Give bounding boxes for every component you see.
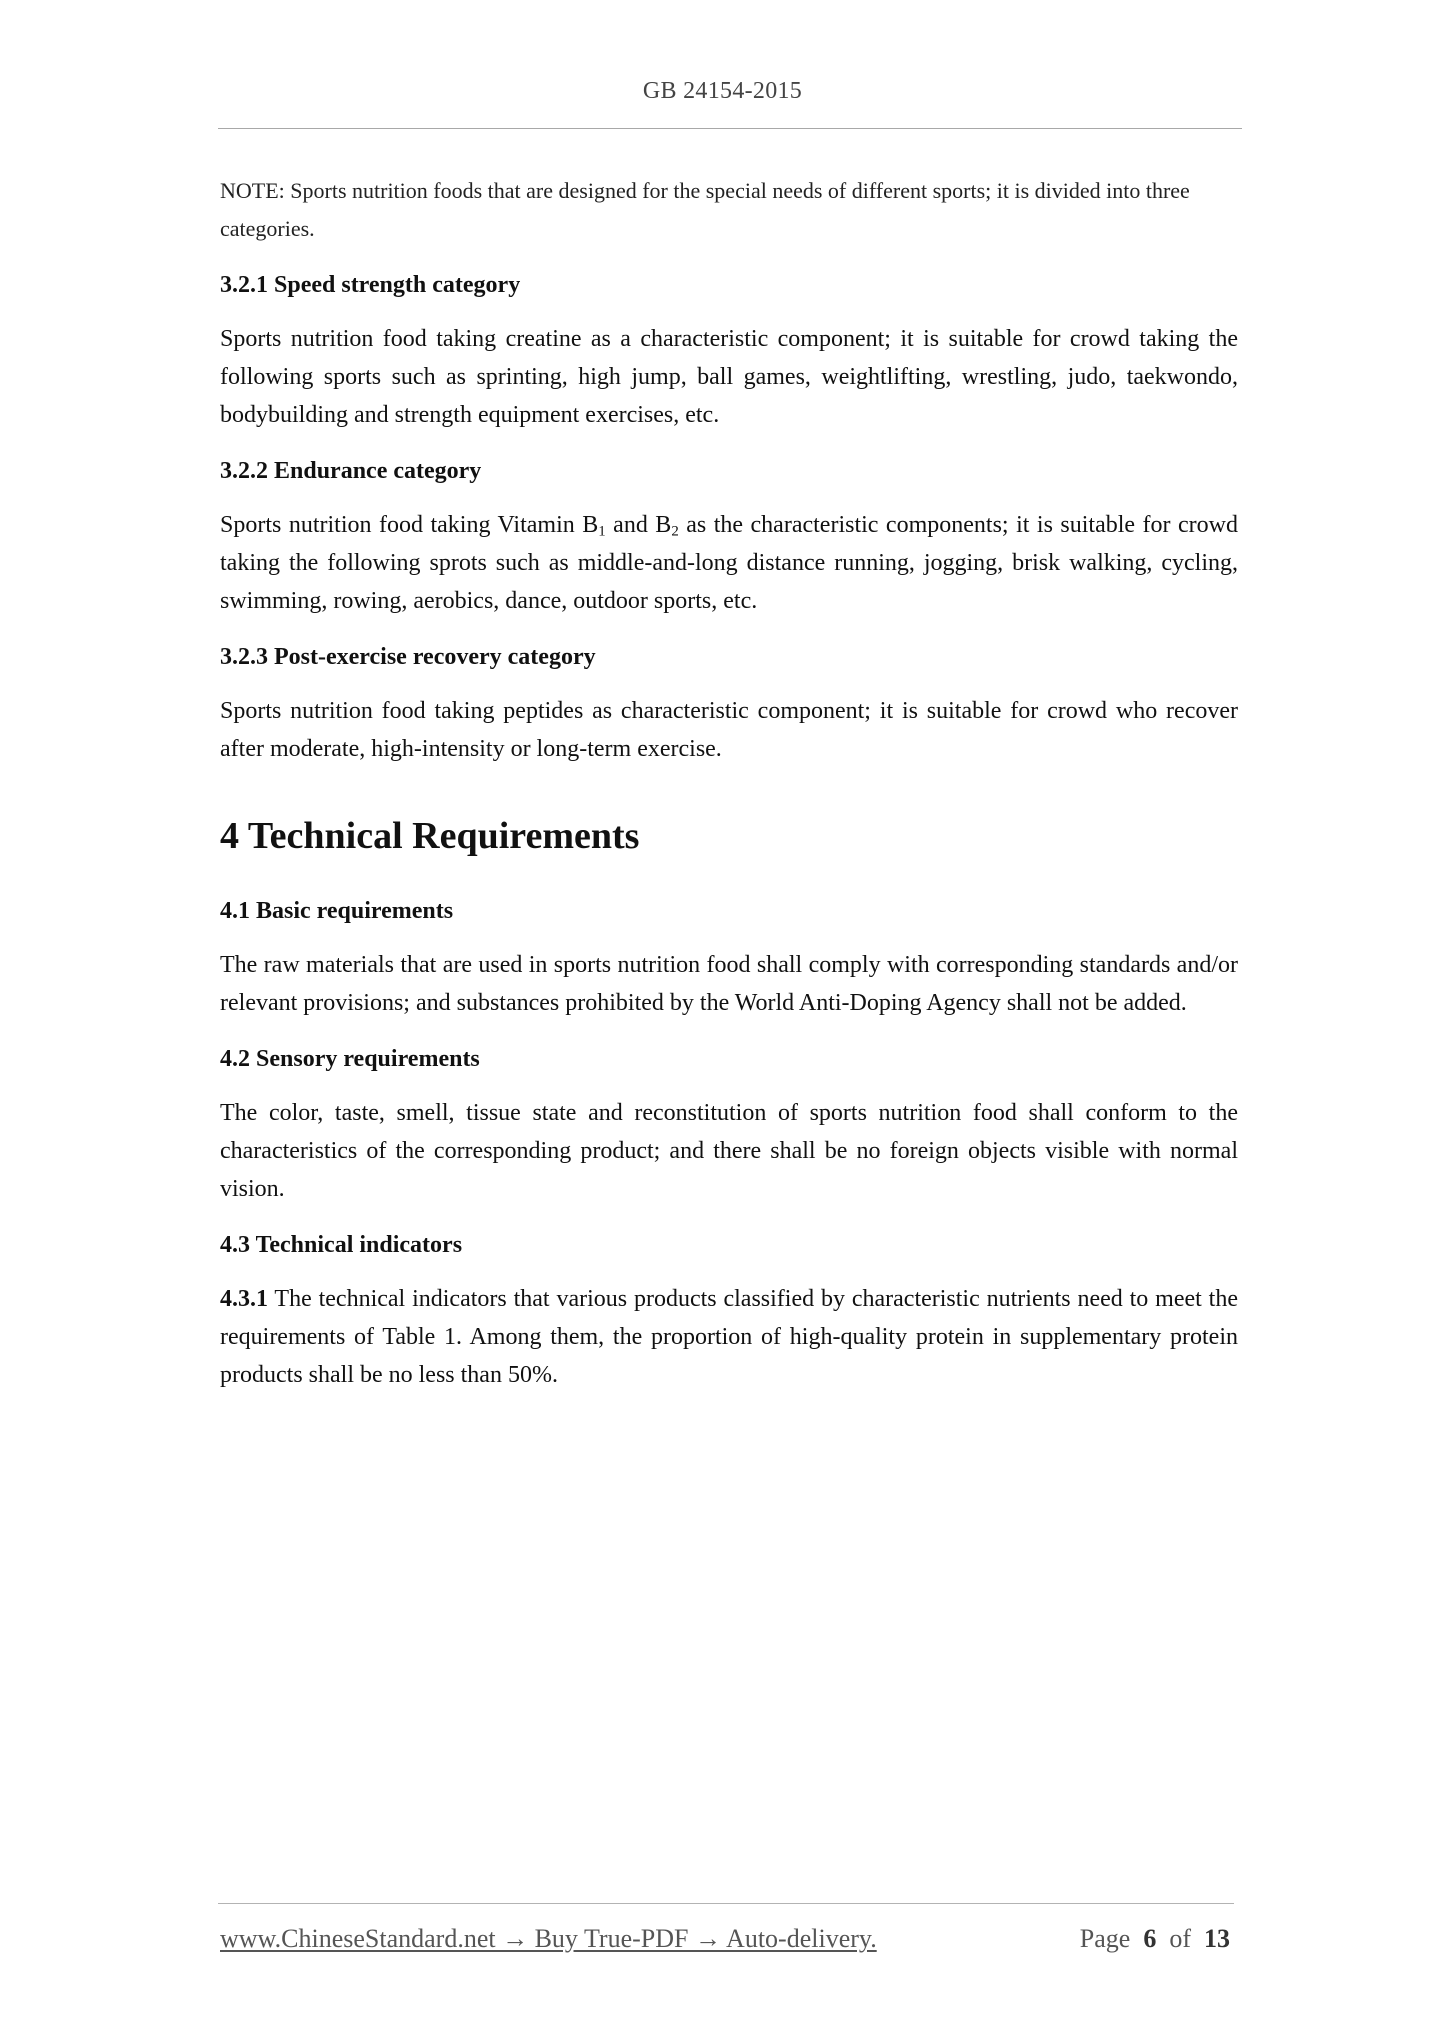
paragraph-3-2-3: Sports nutrition food taking peptides as characteristic component; it is suitable for crowd who recover after moderate, high-intensity or long-term exercise. <box>220 698 1238 762</box>
heading-4-2: 4.2 Sensory requirements <box>220 1046 480 1072</box>
heading-4-3: 4.3 Technical indicators <box>220 1232 463 1258</box>
heading-4-1: 4.1 Basic requirements <box>220 898 454 924</box>
heading-3-2-2: 3.2.2 Endurance category <box>220 458 482 484</box>
paragraph-4-3-1 <box>220 1280 1238 1394</box>
paragraph-3-2-1: Sports nutrition food taking creatine as a characteristic component; it is suitable for crowd taking the following sports such as sprinting, high jump, ball games, weightlifting, wrestling, judo, taekwondo, bodybuilding and strength equipment exercises, etc. <box>220 326 1238 428</box>
paragraph-4-3-1-text: The technical indicators that various products classified by characteristic nutrients need to meet the requirements of Table 1. Among them, the proportion of high-quality protein in supplementary protein products shall be no less than 50%. <box>220 1286 1238 1388</box>
page-of: of <box>1169 1924 1191 1953</box>
paragraph-3-2-2-part2: and B <box>605 512 672 538</box>
header-doc-code: GB 24154-2015 <box>642 78 803 104</box>
page-content <box>220 172 1238 1394</box>
paragraph-3-2-2-part3: as the characteristic components; it is suitable for crowd taking the following sprots such as middle-and-long distance running, jogging, brisk walking, cycling, swimming, rowing, aerobics, dance, outdoor sports, etc. <box>220 512 1238 614</box>
header-divider <box>218 128 1242 129</box>
paragraph-4-1: The raw materials that are used in sports nutrition food shall comply with corresponding standards and/or relevant provisions; and substances prohibited by the World Anti-Doping Agency shall not be added. <box>220 952 1238 1016</box>
heading-3-2-1: 3.2.1 Speed strength category <box>220 272 521 298</box>
paragraph-3-2-2-part1: Sports nutrition food taking Vitamin B <box>220 512 599 538</box>
footer-divider <box>218 1903 1234 1904</box>
paragraph-4-2: The color, taste, smell, tissue state and reconstitution of sports nutrition food shall conform to the characteristics of the corresponding product; and there shall be no foreign objects visible with normal vision. <box>220 1100 1238 1202</box>
subscript-1: 1 <box>598 523 606 540</box>
footer-store-link[interactable]: www.ChineseStandard.net → Buy True-PDF → Auto-delivery. <box>220 1924 877 1953</box>
note-paragraph: NOTE: Sports nutrition foods that are designed for the special needs of different sports; it is divided into three categories. <box>220 178 1190 241</box>
page-word: Page <box>1079 1924 1131 1953</box>
heading-4: 4 Technical Requirements <box>220 815 640 857</box>
clause-label-4-3-1: 4.3.1 <box>220 1286 268 1312</box>
page-total: 13 <box>1204 1924 1230 1953</box>
subscript-2: 2 <box>671 523 679 540</box>
page-indicator <box>1080 1924 1230 1954</box>
paragraph-3-2-2 <box>220 506 1238 620</box>
heading-3-2-3: 3.2.3 Post-exercise recovery category <box>220 644 596 670</box>
page-current: 6 <box>1143 1924 1157 1953</box>
